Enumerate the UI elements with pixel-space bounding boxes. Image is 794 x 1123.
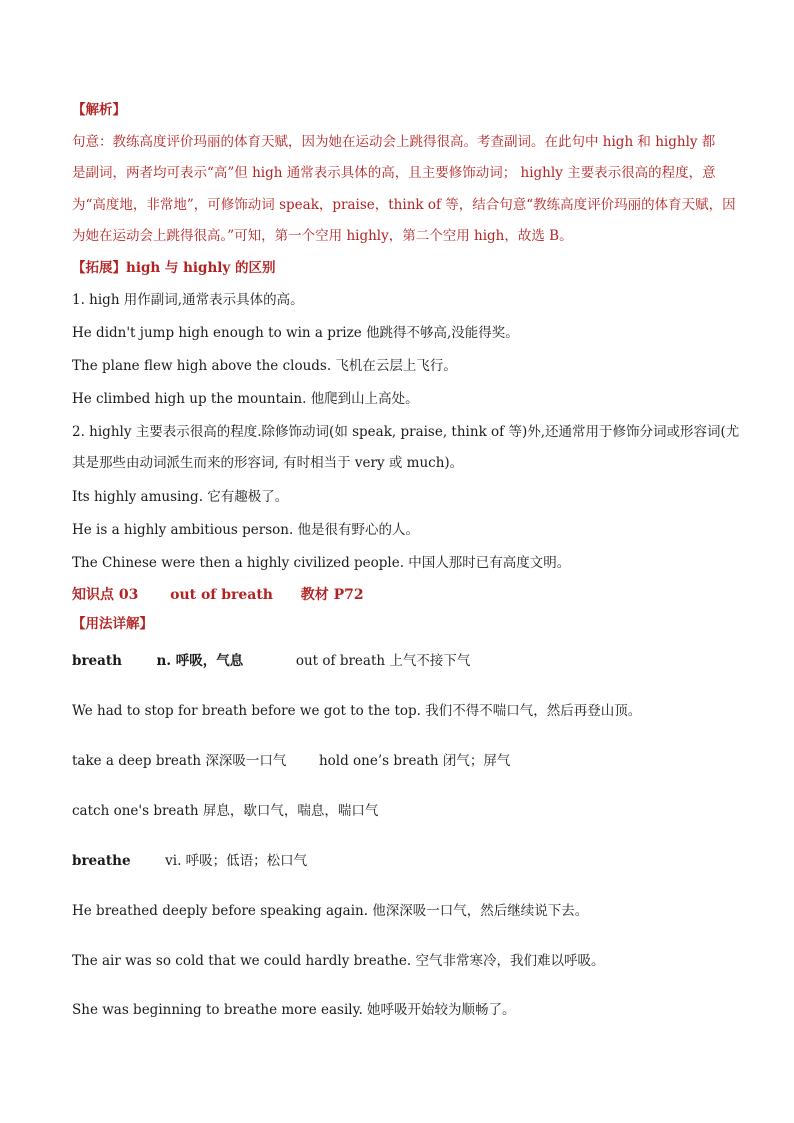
knowledge-point-label: 知识点 03 — [72, 587, 139, 603]
breathe-definition: vi. 呼吸；低语；松口气 — [165, 853, 308, 869]
breathe-example-3: She was beginning to breathe more easily. 她呼吸开始较为顺畅了。 — [72, 1002, 516, 1018]
extension-item-2: He didn't jump high enough to win a prize 他跳得不够高,没能得奖。 — [72, 325, 519, 341]
extension-item-8: He is a highly ambitious person. 他是很有野心的人。 — [72, 522, 420, 538]
breath-definition: n. 呼吸，气息 — [156, 653, 244, 669]
extension-heading — [72, 258, 275, 278]
extension-item-7: Its highly amusing. 它有趣极了。 — [72, 489, 289, 505]
usage-heading: 【用法详解】 — [72, 616, 153, 632]
breathe-entry — [72, 851, 307, 871]
extension-item-3: The plane flew high above the clouds. 飞机在云层上飞行。 — [72, 358, 457, 374]
knowledge-point-textbook: 教材 P72 — [300, 587, 364, 603]
analysis-heading: 【解析】 — [72, 102, 126, 118]
breathe-example-1: He breathed deeply before speaking again. 他深深吸一口气，然后继续说下去。 — [72, 903, 589, 919]
breath-phrases-row — [72, 751, 510, 771]
extension-item-5: 2. highly 主要表示很高的程度.除修饰动词(如 speak, praise, think of 等)外,还通常用于修饰分词或形容词(尤 — [72, 424, 740, 440]
extension-item-4: He climbed high up the mountain. 他爬到山上高处。 — [72, 391, 419, 407]
analysis-line-1: 句意：教练高度评价玛丽的体育天赋，因为她在运动会上跳得很高。考查副词。在此句中 high 和 highly 都 — [72, 134, 716, 150]
analysis-line-4: 为她在运动会上跳得很高。”可知，第一个空用 highly，第二个空用 high，故选 B。 — [72, 228, 573, 244]
breath-example: We had to stop for breath before we got to the top. 我们不得不喘口气，然后再登山顶。 — [72, 703, 642, 719]
breathe-example-2: The air was so cold that we could hardly breathe. 空气非常寒冷，我们难以呼吸。 — [72, 953, 605, 969]
phrase-hold-breath: hold one’s breath 闭气；屏气 — [318, 753, 511, 769]
extension-item-1: 1. high 用作副词,通常表示具体的高。 — [72, 292, 304, 308]
knowledge-point-heading — [72, 585, 364, 605]
phrase-catch-breath: catch one's breath 屏息，歇口气，喘息，喘口气 — [72, 803, 379, 819]
breathe-word: breathe — [72, 853, 131, 869]
breath-phrase: out of breath 上气不接下气 — [295, 653, 471, 669]
extension-item-9: The Chinese were then a highly civilized people. 中国人那时已有高度文明。 — [72, 555, 571, 571]
knowledge-point-phrase: out of breath — [170, 587, 273, 603]
analysis-line-2: 是副词，两者均可表示“高”但 high 通常表示具体的高，且主要修饰动词； highly 主要表示很高的程度，意 — [72, 165, 716, 181]
phrase-take-deep-breath: take a deep breath 深深吸一口气 — [72, 753, 287, 769]
breath-word: breath — [72, 653, 122, 669]
analysis-line-3: 为“高度地，非常地”，可修饰动词 speak，praise，think of 等，结合句意“教练高度评价玛丽的体育天赋，因 — [72, 197, 736, 213]
extension-item-6: 其是那些由动词派生而来的形容词, 有时相当于 very 或 much)。 — [72, 455, 464, 471]
breath-entry — [72, 651, 470, 671]
extension-heading-text: 【拓展】high 与 highly 的区别 — [72, 260, 276, 276]
